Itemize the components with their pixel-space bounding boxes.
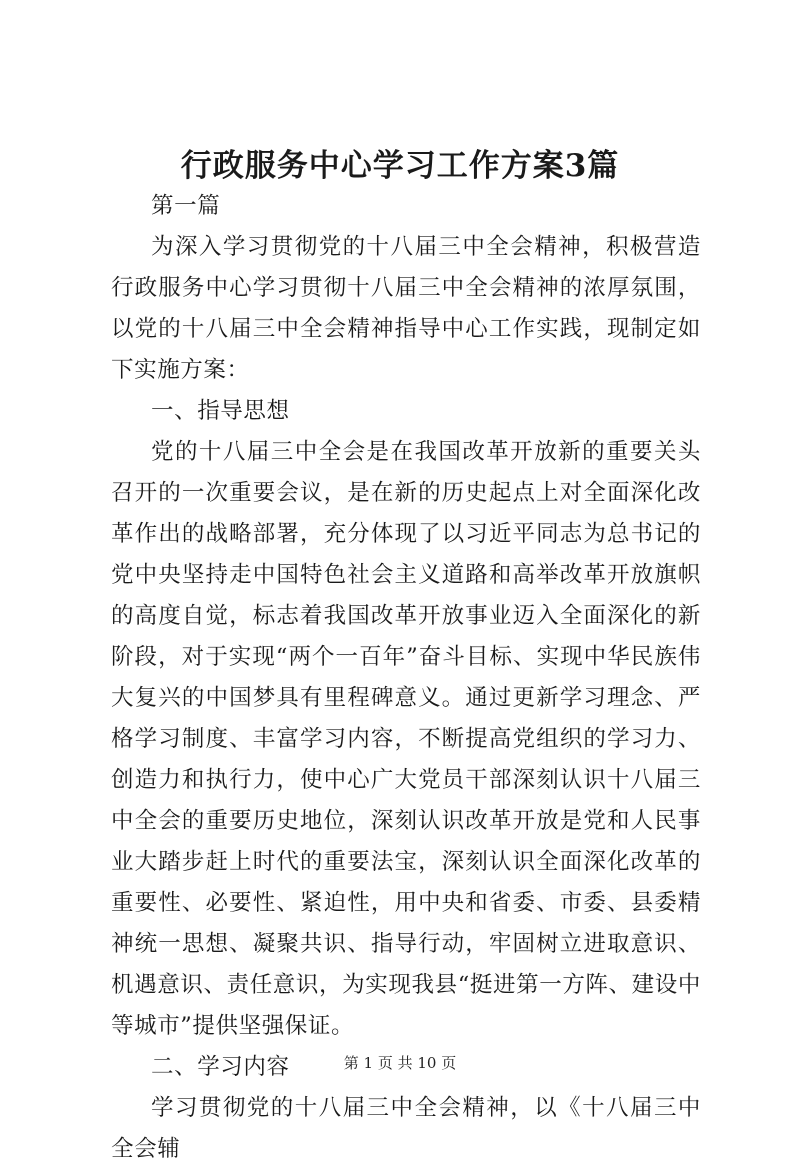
section-heading: 第一篇 bbox=[151, 193, 221, 219]
paragraph: 为深入学习贯彻党的十八届三中全会精神，积极营造行政服务中心学习贯彻十八届三中全会精神的浓厚氛围，以党的十八届三中全会精神指导中心工作实践，现制定如下实施方案： bbox=[111, 234, 701, 383]
document-body bbox=[111, 186, 701, 1170]
section-heading: 二、学习内容 bbox=[151, 1054, 290, 1080]
paragraph: 学习贯彻党的十八届三中全会精神，以《十八届三中全会辅 bbox=[111, 1095, 701, 1162]
document-title: 行政服务中心学习工作方案3篇 bbox=[180, 148, 620, 184]
paragraph: 党的十八届三中全会是在我国改革开放新的重要关头召开的一次重要会议，是在新的历史起点上对全面深化改革作出的战略部署，充分体现了以习近平同志为总书记的党中央坚持走中国特色社会主义道路和高举改革开放旗帜的高度自觉，标志着我国改革开放事业迈入全面深化的新阶段，对于实现“两个一百年”奋斗目标、实现中华民族伟大复兴的中国梦具有里程碑意义。通过更新学习理念、严格学习制度、丰富学习内容，不断提高党组织的学习力、创造力和执行力，使中心广大党员干部深刻认识十八届三中全会的重要历史地位，深刻认识改革开放是党和人民事业大踏步赶上时代的重要法宝，深刻认识全面深化改革的重要性、必要性、紧迫性，用中央和省委、市委、县委精神统一思想、凝聚共识、指导行动，牢固树立进取意识、机遇意识、责任意识，为实现我县“挺进第一方阵、建设中等城市”提供坚强保证。 bbox=[111, 439, 701, 1039]
section-heading: 一、指导思想 bbox=[151, 398, 290, 424]
page-footer: 第 1 页 共 10 页 bbox=[343, 1054, 457, 1072]
